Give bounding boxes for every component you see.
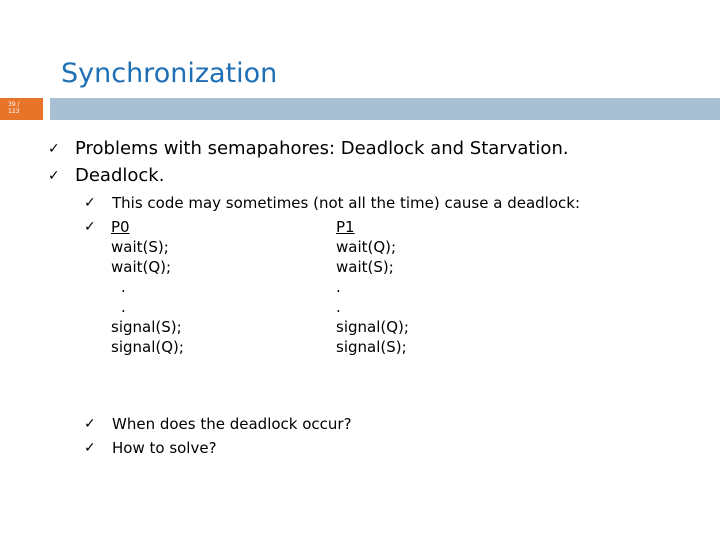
p1-header: P1 [336, 218, 355, 236]
question-when: When does the deadlock occur? [112, 415, 352, 433]
check-icon: ✓ [84, 219, 96, 235]
question-how: How to solve? [112, 439, 217, 457]
slide-number [8, 101, 38, 115]
slide-number-bottom: 123 [8, 108, 20, 115]
bullet-problems: Problems with semapahores: Deadlock and Starvation. [75, 138, 569, 159]
p1-line: signal(S); [336, 338, 407, 356]
check-icon: ✓ [48, 168, 60, 184]
code-p0 [111, 217, 184, 357]
p0-line: . [121, 298, 126, 316]
bullet-code-intro: This code may sometimes (not all the time) cause a deadlock: [112, 194, 581, 212]
p1-line: wait(S); [336, 258, 394, 276]
p1-line: . [336, 278, 341, 296]
header-rule [50, 98, 720, 120]
p0-line: wait(Q); [111, 258, 172, 276]
p0-header: P0 [111, 218, 130, 236]
check-icon: ✓ [48, 141, 60, 157]
p1-line: signal(Q); [336, 318, 409, 336]
slide-number-top: 39 / [8, 101, 20, 108]
p0-line: wait(S); [111, 238, 169, 256]
check-icon: ✓ [84, 416, 96, 432]
check-icon: ✓ [84, 440, 96, 456]
slide-title: Synchronization [61, 58, 278, 89]
p0-line: signal(S); [111, 318, 182, 336]
bullet-deadlock: Deadlock. [75, 165, 165, 186]
p1-line: wait(Q); [336, 238, 397, 256]
p0-line: . [121, 278, 126, 296]
p0-line: signal(Q); [111, 338, 184, 356]
code-p1 [336, 217, 409, 357]
check-icon: ✓ [84, 195, 96, 211]
p1-line: . [336, 298, 341, 316]
